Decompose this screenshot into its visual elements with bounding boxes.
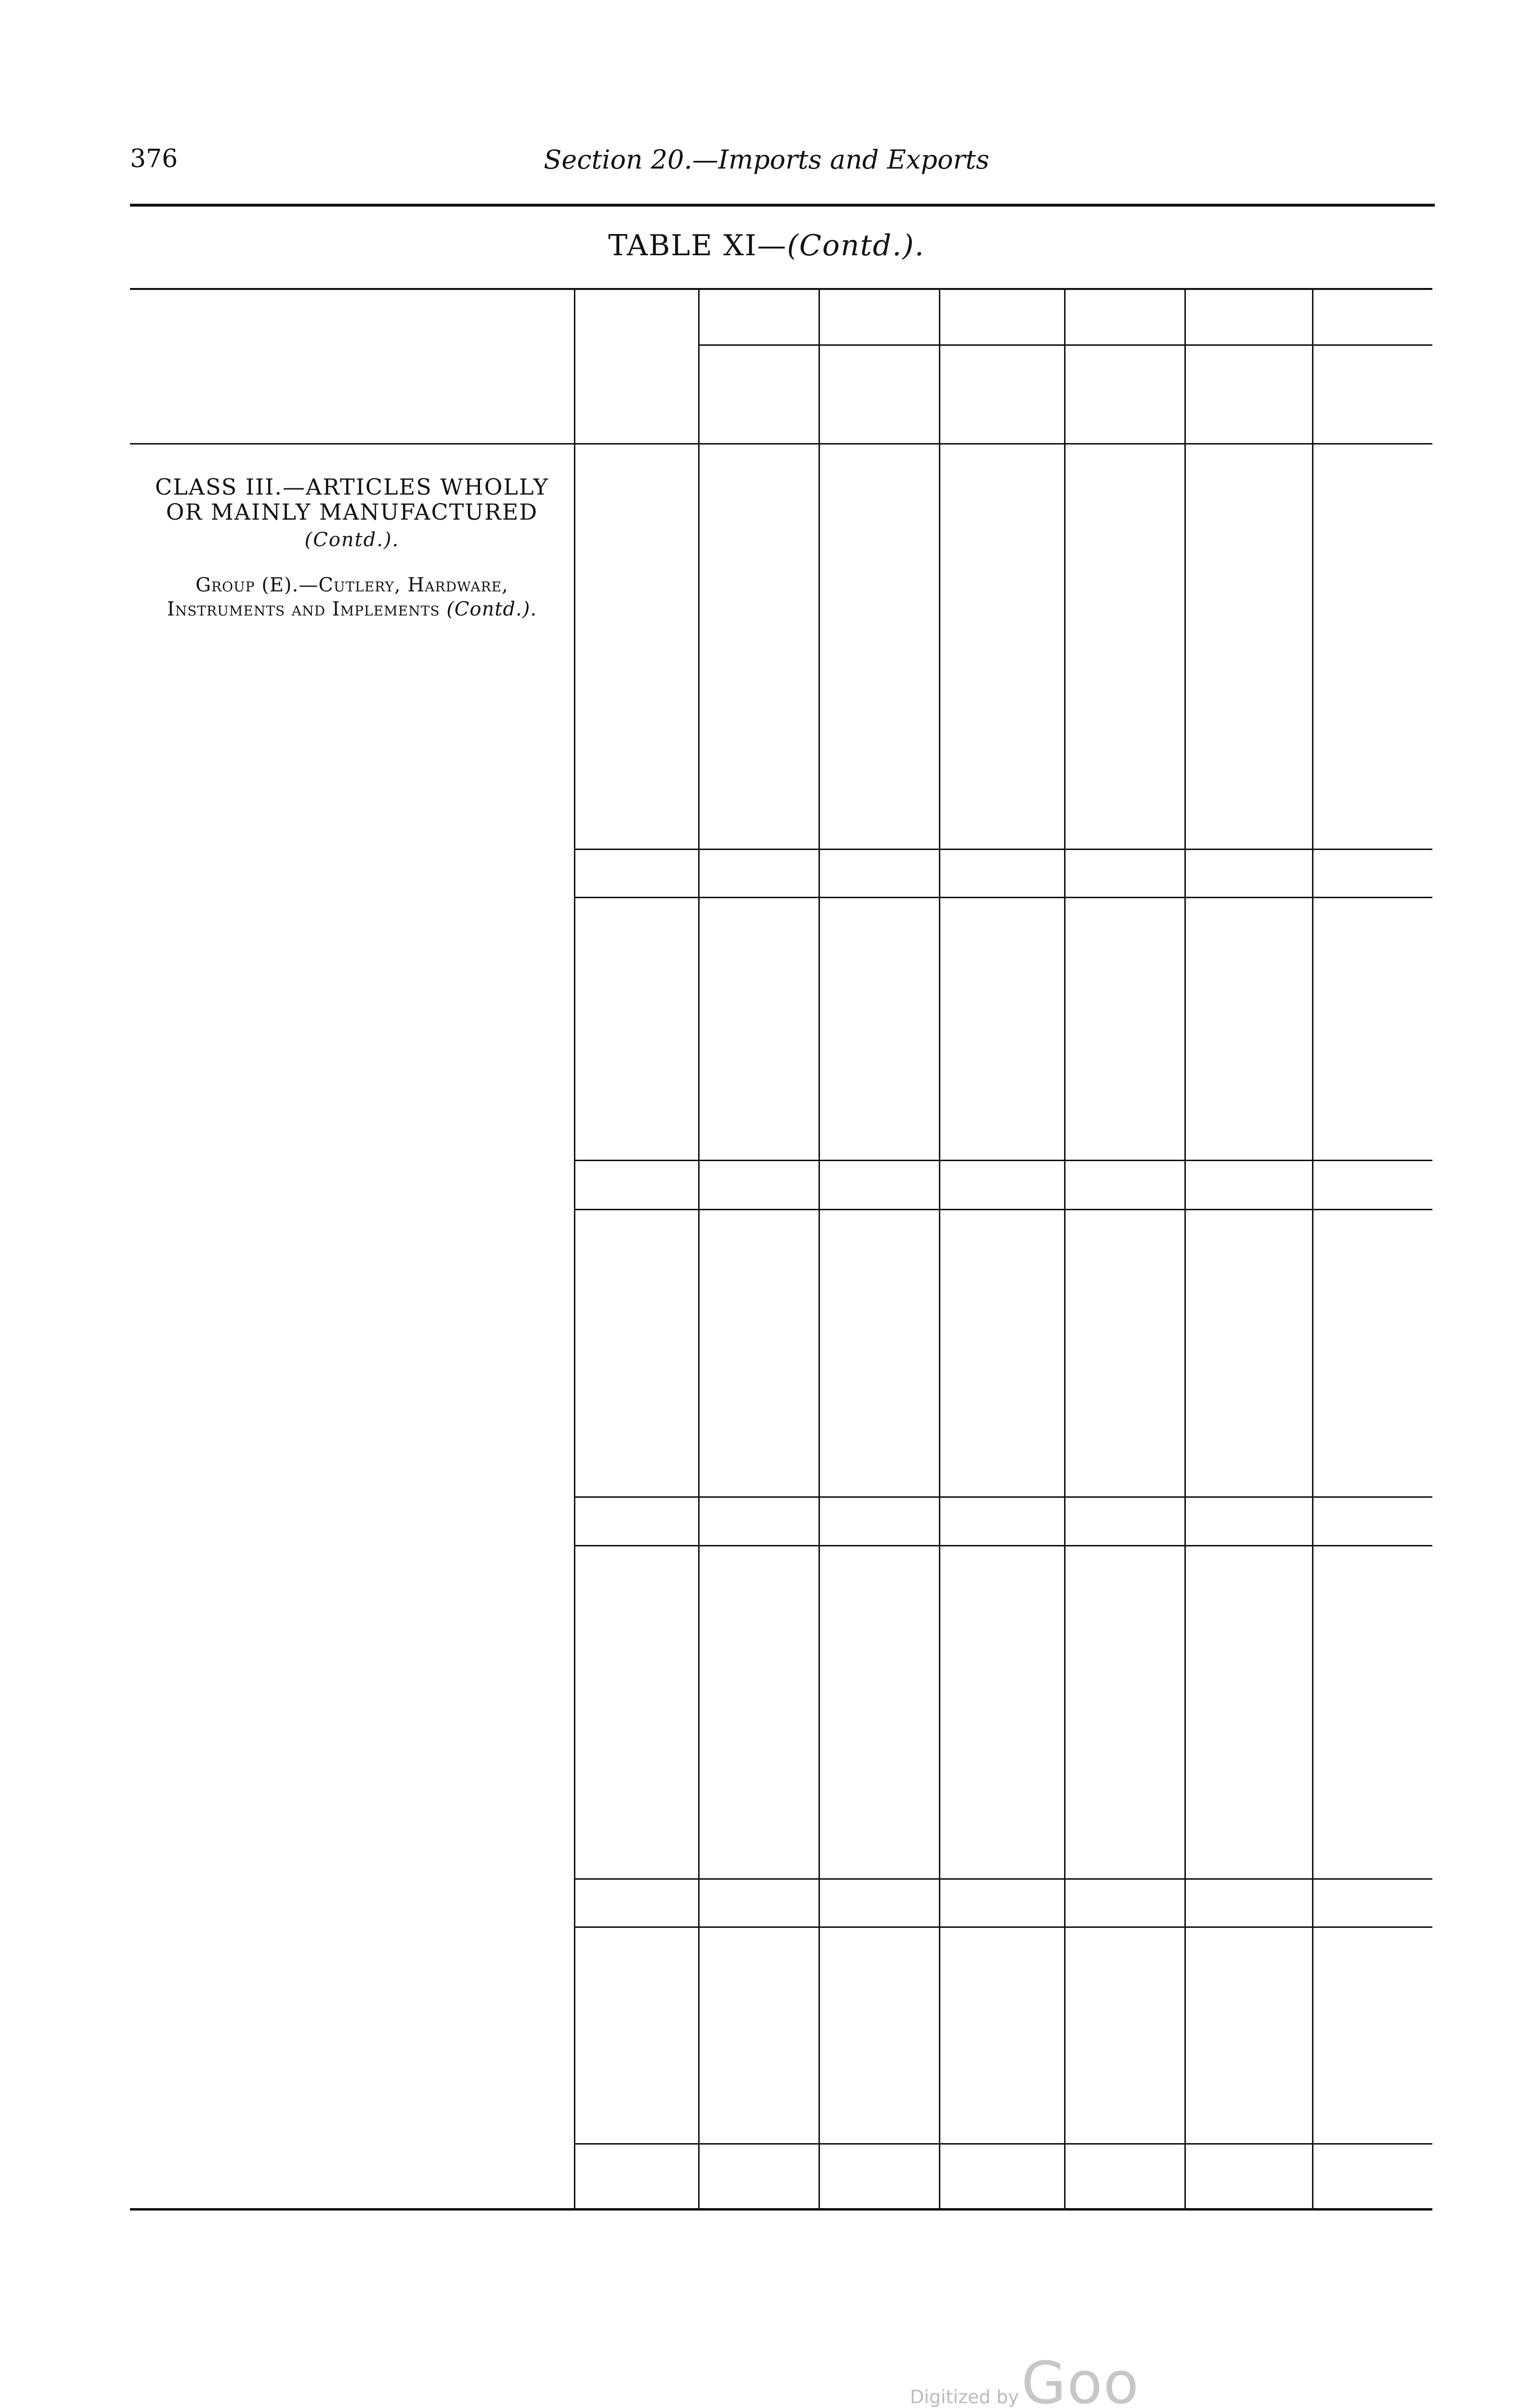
table-title-main: TABLE XI—	[608, 229, 787, 262]
group-heading-main: Group (E).—Cutlery, Hardware, Instruments and Implements	[167, 574, 508, 620]
column-divider	[818, 288, 820, 2208]
class-heading-suffix: (Contd.).	[304, 529, 400, 551]
column-divider	[1184, 288, 1186, 2208]
total-rule-top	[574, 2143, 1432, 2145]
column-divider	[698, 288, 700, 2208]
header-rule	[130, 204, 1435, 207]
total-rule-top	[574, 849, 1432, 850]
table-title-suffix: (Contd.).	[787, 229, 925, 262]
table-bottom-rule	[130, 2208, 1432, 2211]
total-rule-bottom	[574, 1926, 1432, 1928]
watermark-small-text: Digitized by	[910, 2386, 1019, 2408]
header-bottom-rule	[130, 443, 1432, 445]
total-rule-bottom	[574, 1209, 1432, 1210]
running-head: Section 20.—Imports and Exports	[544, 144, 989, 175]
table-title	[0, 229, 1533, 262]
total-rule-top	[574, 1160, 1432, 1161]
watermark-big-text: Goo	[1021, 2350, 1140, 2408]
digitized-watermark	[910, 2350, 1533, 2408]
column-divider	[939, 288, 940, 2208]
table-top-rule	[130, 288, 1432, 290]
group-heading-suffix: (Contd.).	[440, 598, 537, 620]
class-heading	[130, 474, 574, 552]
column-divider	[574, 288, 575, 2208]
group-header-rule-values	[1064, 344, 1432, 346]
column-divider	[1312, 288, 1313, 2208]
total-rule-bottom	[574, 1545, 1432, 1546]
group-heading	[130, 573, 574, 621]
page-number: 376	[130, 144, 178, 173]
column-divider	[1064, 288, 1065, 2208]
total-rule-top	[574, 1878, 1432, 1880]
group-header-rule-quantities	[698, 344, 1064, 346]
total-rule-bottom	[574, 897, 1432, 898]
total-rule-top	[574, 1496, 1432, 1498]
class-heading-main: CLASS III.—ARTICLES WHOLLY OR MAINLY MANUFACTURED	[155, 474, 549, 525]
